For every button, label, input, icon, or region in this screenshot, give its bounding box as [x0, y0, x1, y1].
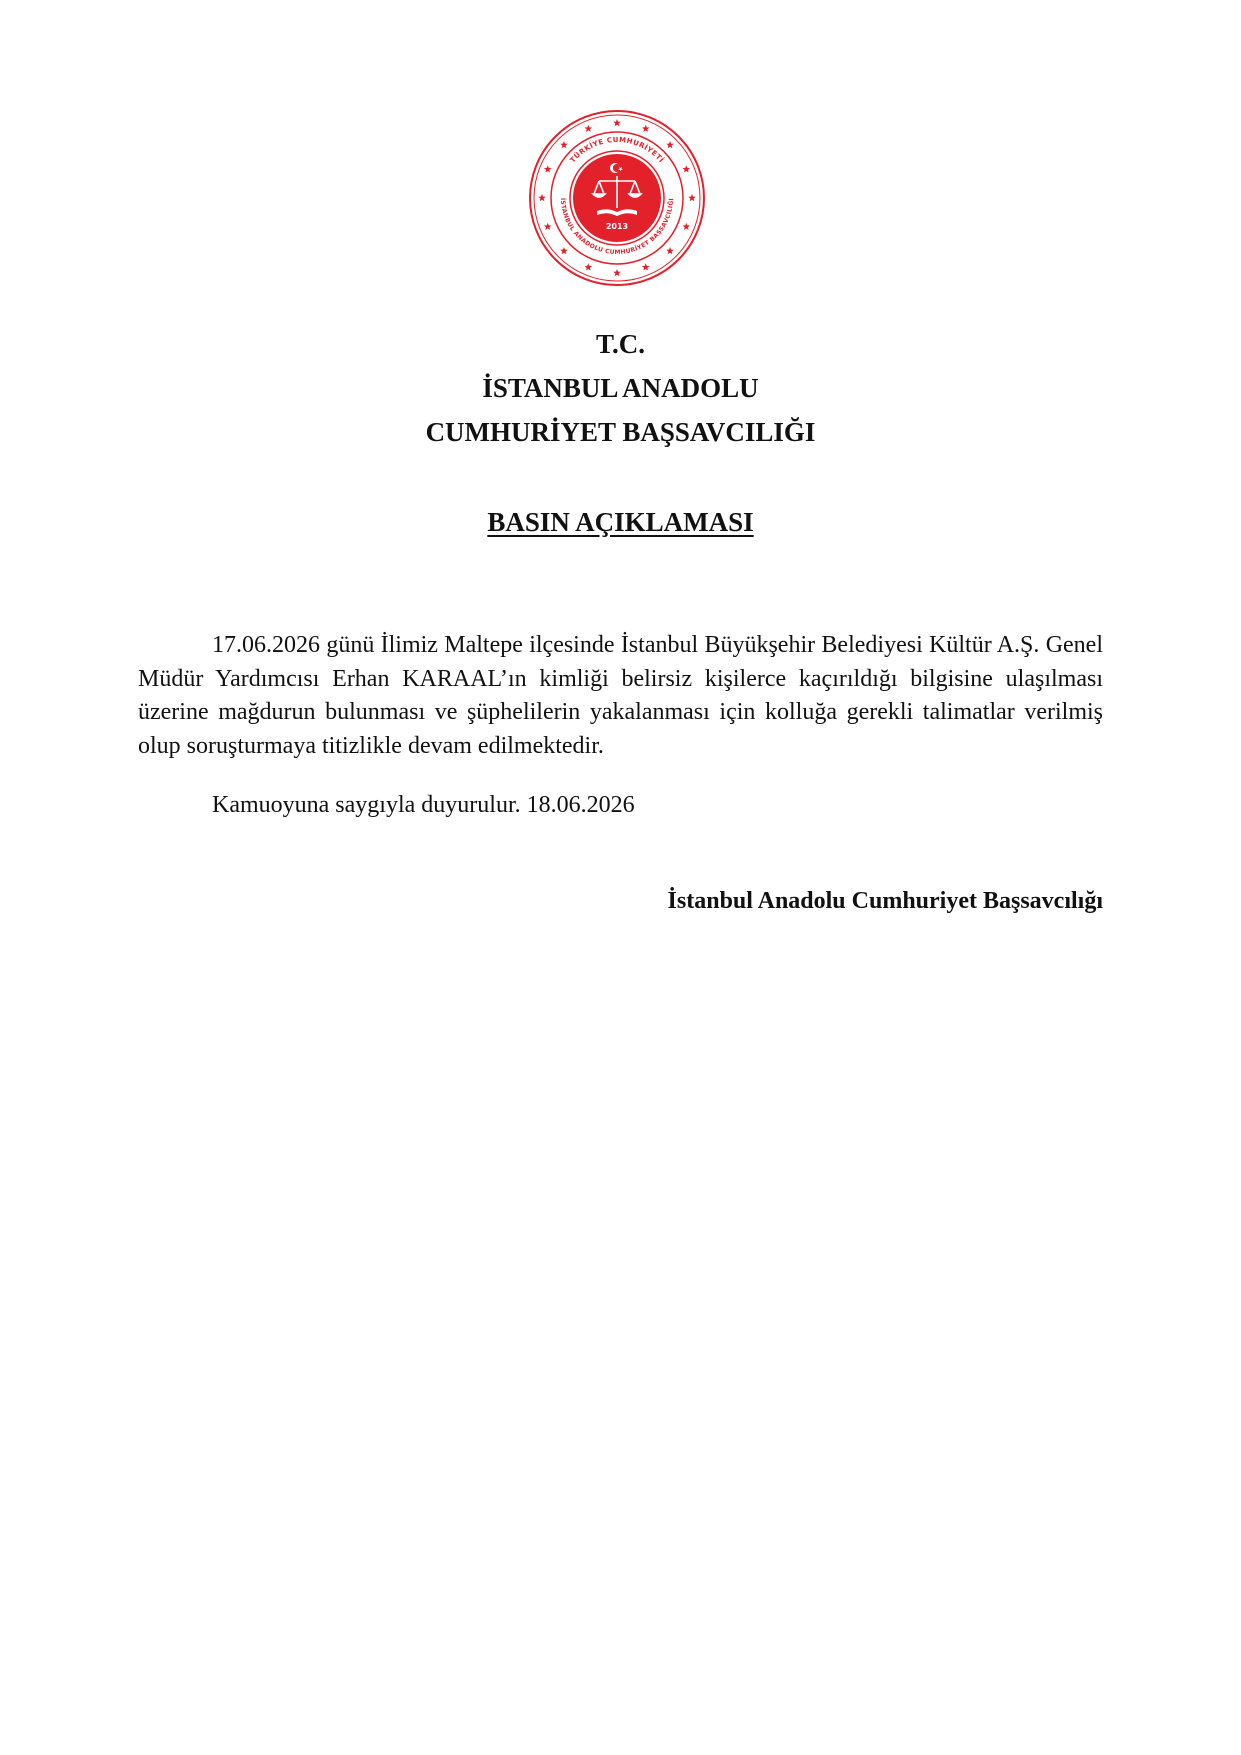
seal-ring-text: İSTANBUL ANADOLU CUMHURİYET BAŞSAVCILIĞI [558, 197, 676, 257]
signature-line: İstanbul Anadolu Cumhuriyet Başsavcılığı [667, 888, 1103, 914]
seal-star-icon [688, 194, 696, 201]
document-title [0, 502, 1241, 542]
closing-line: Kamuoyuna saygıyla duyurulur. 18.06.2026 [212, 792, 635, 818]
seal-star-icon [682, 223, 690, 230]
prosecutor-seal-logo [527, 108, 707, 288]
seal-star-icon [642, 263, 650, 270]
seal-star-icon [613, 269, 621, 276]
header-line-tc: T.C. [595, 329, 645, 359]
seal-star-icon [666, 141, 674, 148]
seal-star-icon [544, 223, 552, 230]
seal-star-icon [666, 247, 674, 254]
seal-star-icon [682, 165, 690, 172]
seal-star-icon [538, 194, 546, 201]
seal-star-icon [544, 165, 552, 172]
seal-star-icon [642, 125, 650, 132]
document-title-text: BASIN AÇIKLAMASI [487, 507, 754, 537]
body-paragraph: 17.06.2026 günü İlimiz Maltepe ilçesinde İstanbul Büyükşehir Belediyesi Kültür A.Ş. Genel Müdür Yardımcısı Erhan KARAAL’ın kimliği belirsiz kişilerce kaçırıldığı bilgisine ulaşılması üzerine mağdurun bulunması ve şüphelilerin yakalanması için kolluğa gerekli talimatlar verilmiş olup soruşturmaya titizlikle devam edilmektedir. [138, 632, 1103, 759]
seal-star-icon [560, 141, 568, 148]
seal-star-icon [613, 119, 621, 126]
seal-star-icon [560, 247, 568, 254]
institution-header [0, 322, 1241, 454]
seal-star-icon [584, 125, 592, 132]
seal-top-text: TÜRKİYE CUMHURİYETİ [568, 135, 666, 165]
seal-year: 2013 [605, 222, 629, 231]
header-line-office: CUMHURİYET BAŞSAVCILIĞI [425, 417, 816, 447]
header-line-city: İSTANBUL ANADOLU [482, 373, 759, 403]
seal-star-icon [584, 263, 592, 270]
